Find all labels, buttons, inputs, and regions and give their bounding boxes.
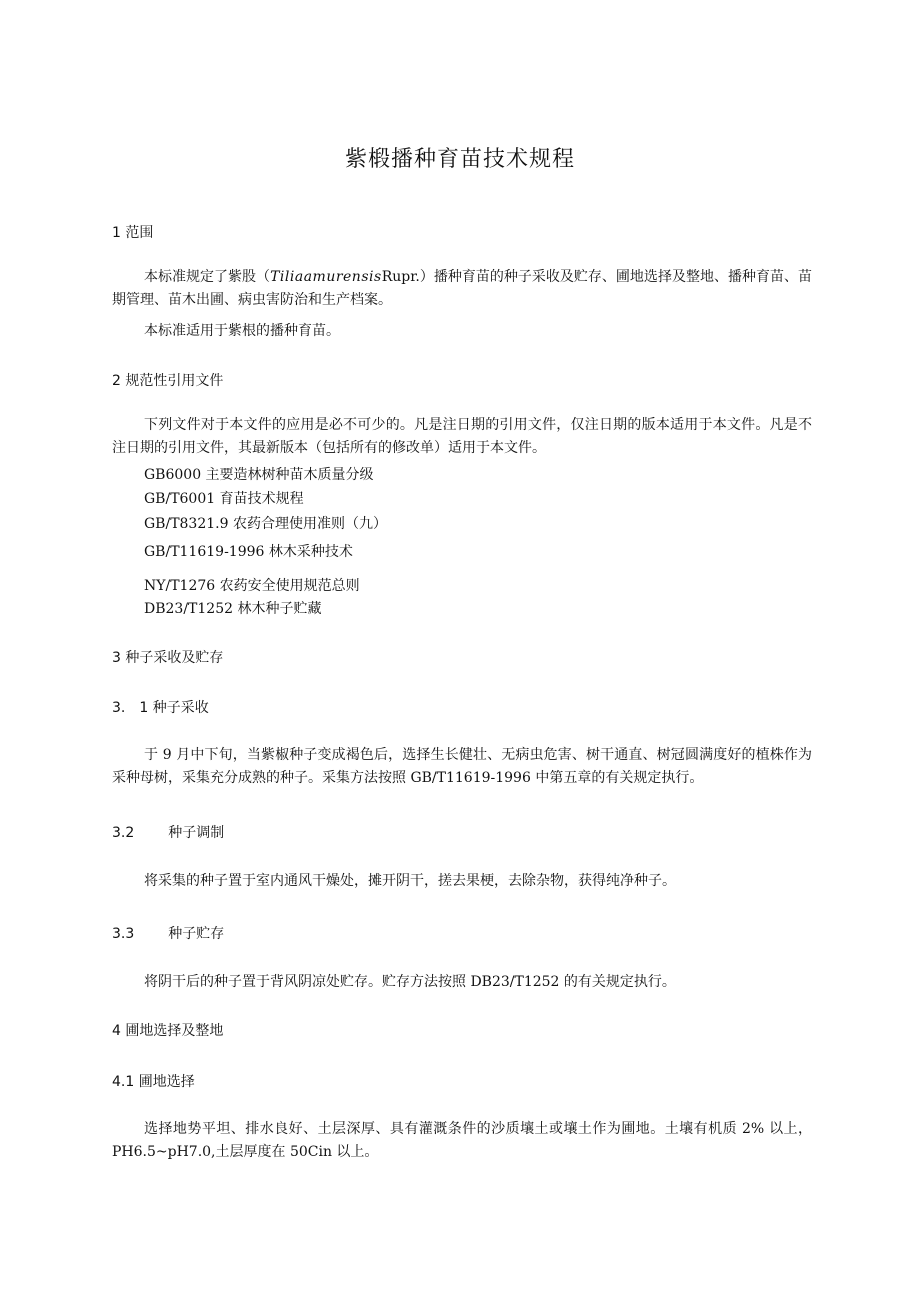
reference-item: NY/T1276 农药安全使用规范总则 bbox=[144, 578, 360, 594]
scope-text-after: Rupr.）播种育苗的种子采收及贮存、圃地选择及整地、播种育苗、苗期管理、苗木出圃、病虫害防治和生产档案。 bbox=[112, 269, 813, 308]
paragraph-seed-storage: 将阴干后的种子置于背风阴凉处贮存。贮存方法按照 DB23/T1252 的有关规定执行。 bbox=[144, 974, 676, 990]
latin-species-name: Tiliaamurensis bbox=[270, 269, 382, 285]
subsection-heading-3-2 bbox=[112, 822, 224, 842]
subsection-number: 3. bbox=[112, 700, 126, 716]
paragraph-scope-1 bbox=[112, 266, 812, 312]
scope-text-before: 本标准规定了紫股（ bbox=[144, 269, 271, 285]
paragraph-references-intro: 下列文件对于本文件的应用是必不可少的。凡是注日期的引用文件，仅注日期的版本适用于本文件。凡是不注日期的引用文件，其最新版本（包括所有的修改单）适用于本文件。 bbox=[112, 417, 812, 456]
document-title: 紫椴播种育苗技术规程 bbox=[344, 147, 575, 172]
paragraph-scope-2: 本标准适用于紫根的播种育苗。 bbox=[144, 323, 340, 339]
subsection-heading-3-3 bbox=[112, 923, 224, 943]
section-heading-2: 2 规范性引用文件 bbox=[112, 373, 224, 389]
subsection-number: 3.2 bbox=[112, 825, 135, 841]
reference-item: GB/T11619-1996 林木采种技术 bbox=[144, 544, 353, 560]
paragraph-nursery-selection: 选择地势平坦、排水良好、土层深厚、具有灌溉条件的沙质壤土或壤土作为圃地。土壤有机质 2% 以上，PH6.5~pH7.0,土层厚度在 50Cin 以上。 bbox=[112, 1121, 812, 1160]
reference-item: GB6000 主要造林树种苗木质量分级 bbox=[144, 467, 374, 483]
subsection-number: 3.3 bbox=[112, 926, 135, 942]
reference-item: GB/T8321.9 农药合理使用准则（九） bbox=[144, 516, 387, 532]
subsection-heading-3-1 bbox=[112, 697, 209, 717]
section-heading-3: 3 种子采收及贮存 bbox=[112, 650, 224, 666]
reference-item: DB23/T1252 林木种子贮藏 bbox=[144, 601, 322, 617]
section-heading-1: 1 范围 bbox=[112, 225, 154, 241]
subsection-heading-4-1: 4.1 圃地选择 bbox=[112, 1074, 195, 1090]
paragraph-seed-collection: 于 9 月中下旬，当紫椒种子变成褐色后，选择生长健壮、无病虫危害、树干通直、树冠圆满度好的植株作为采种母树，采集充分成熟的种子。采集方法按照 GB/T11619-1996 中第五章的有关规定执行。 bbox=[112, 747, 812, 786]
subsection-label: 1 种子采收 bbox=[139, 700, 209, 716]
reference-item: GB/T6001 育苗技术规程 bbox=[144, 491, 304, 507]
section-heading-4: 4 圃地选择及整地 bbox=[112, 1023, 224, 1039]
subsection-label: 种子调制 bbox=[168, 825, 225, 841]
subsection-label: 种子贮存 bbox=[168, 926, 225, 942]
paragraph-seed-processing: 将采集的种子置于室内通风干燥处，摊开阴干，搓去果梗，去除杂物，获得纯净种子。 bbox=[144, 873, 676, 889]
